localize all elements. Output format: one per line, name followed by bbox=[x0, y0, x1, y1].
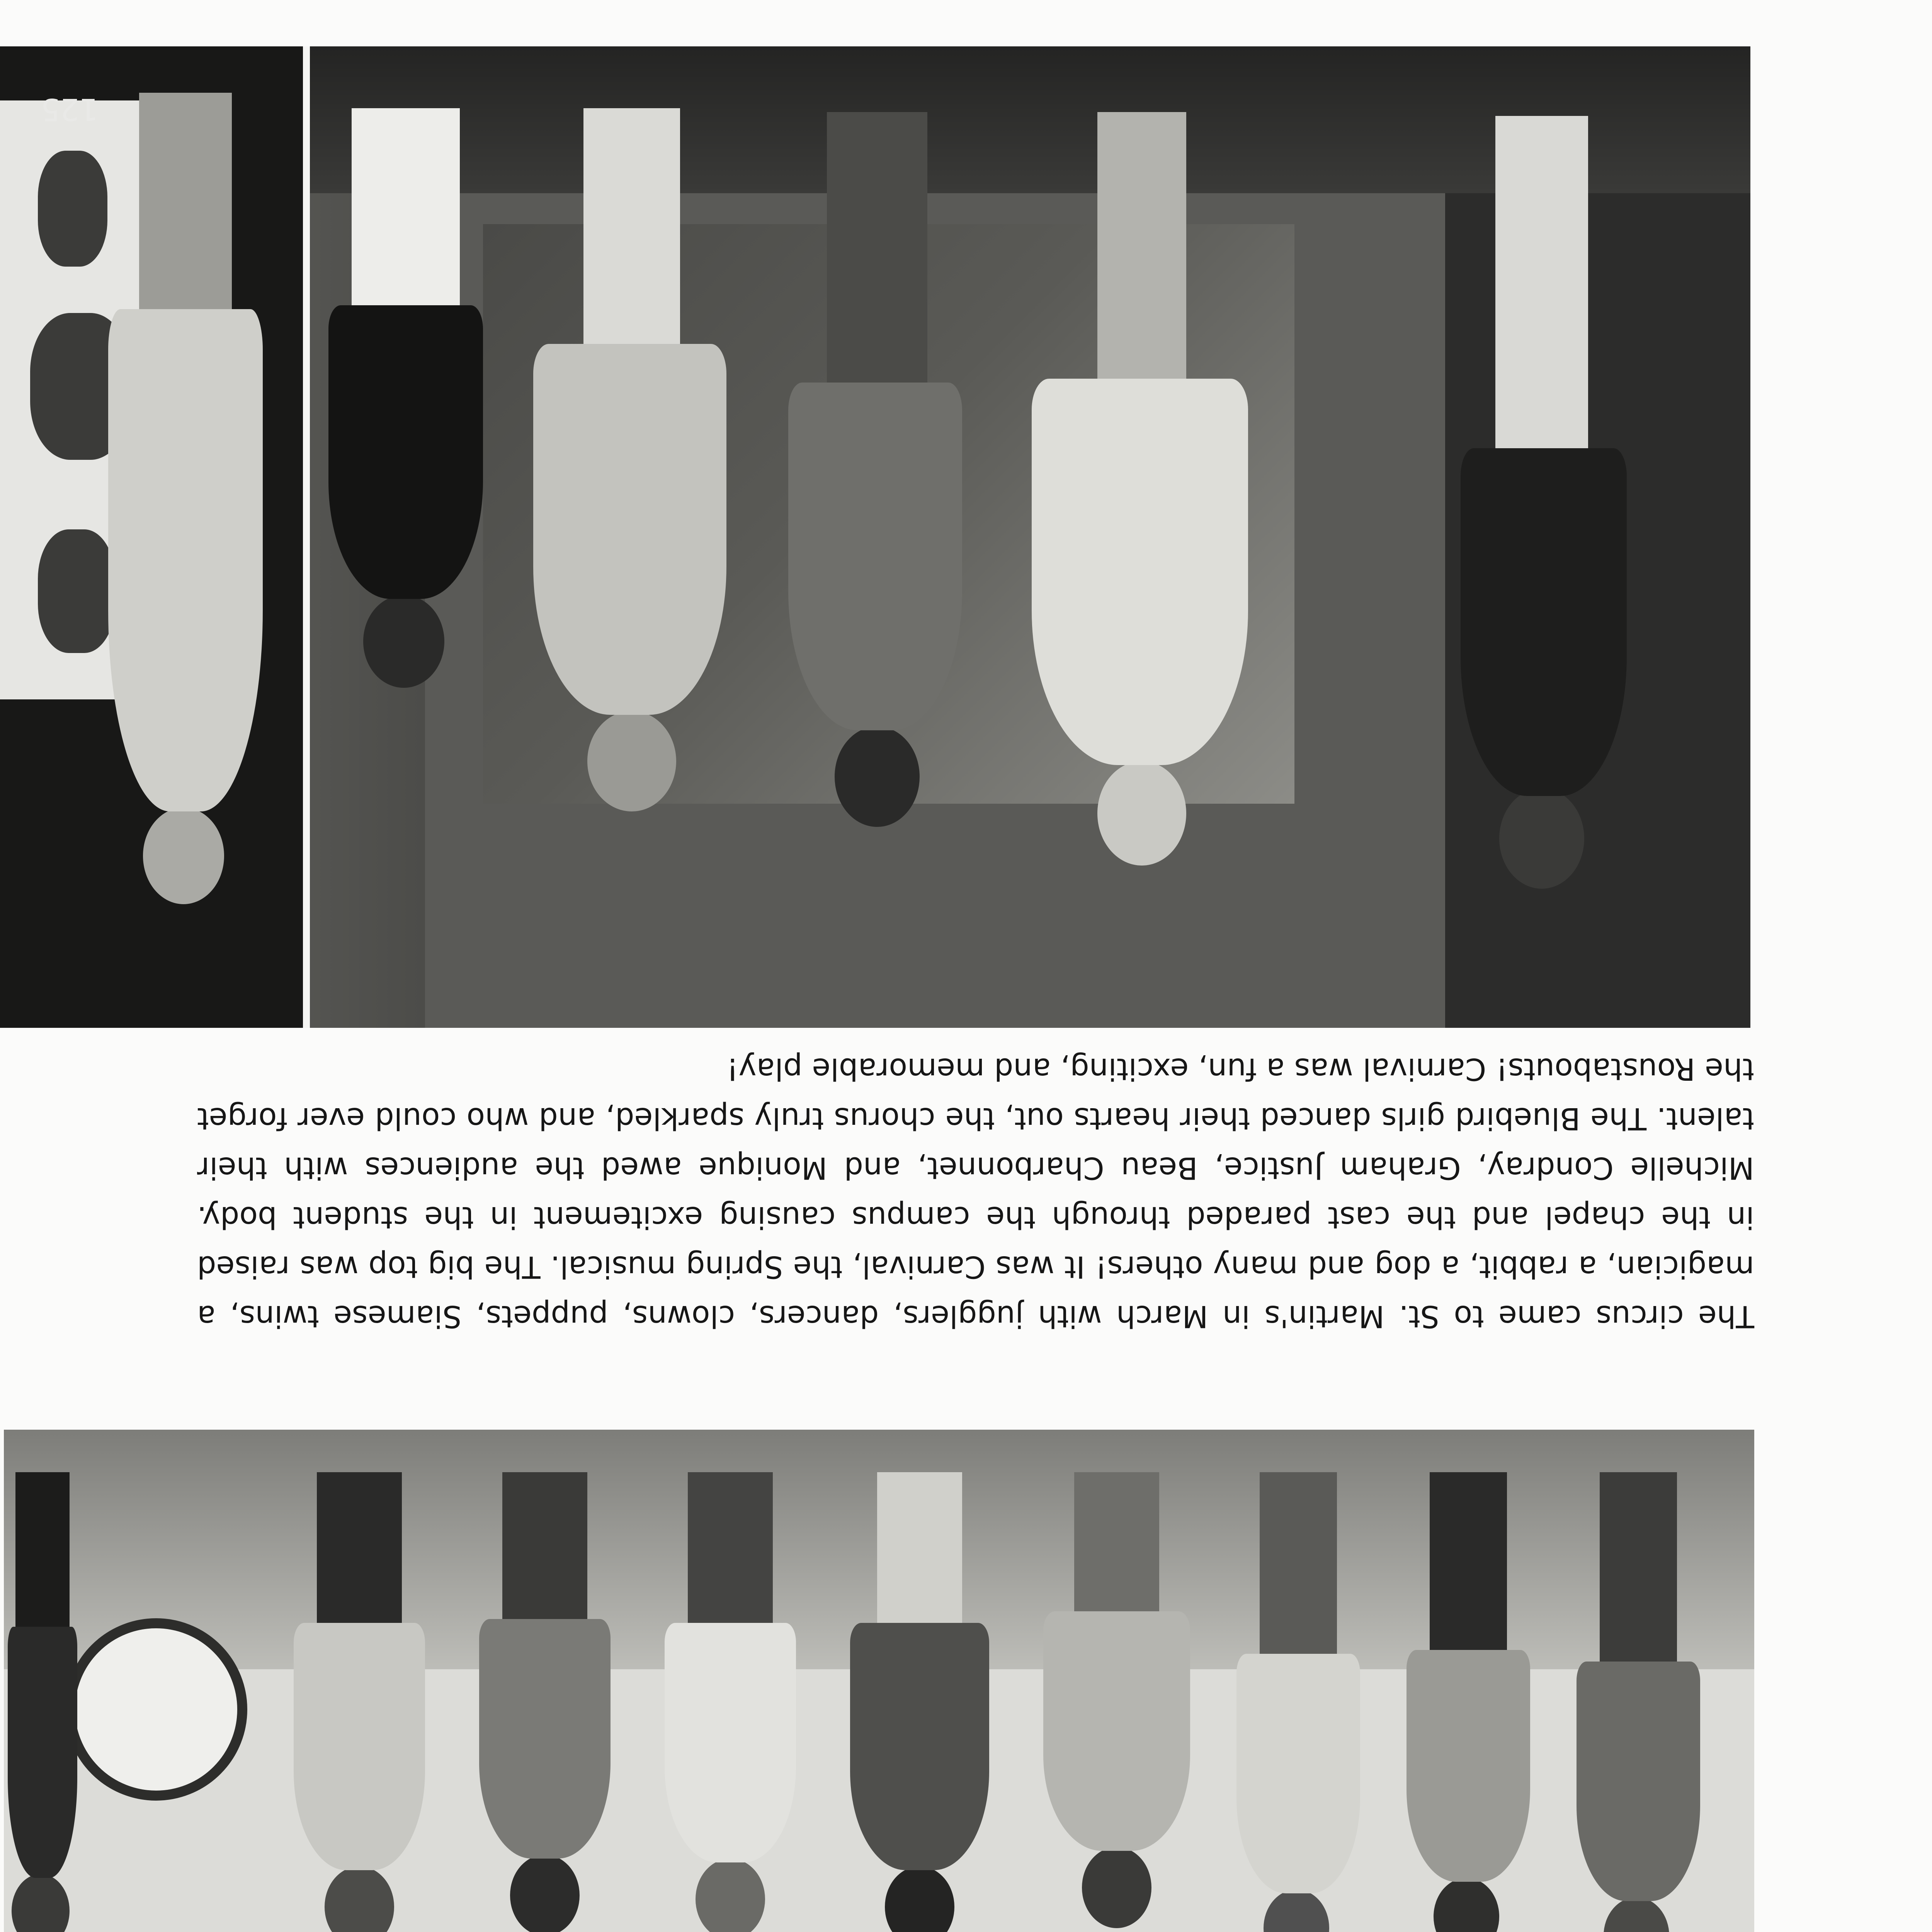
parade-participant bbox=[842, 1472, 997, 1932]
cast-member bbox=[1449, 116, 1642, 889]
cast-member bbox=[522, 108, 738, 811]
stage-cast-photo bbox=[0, 46, 1750, 1028]
photo-divider bbox=[303, 46, 310, 1028]
parade-participant bbox=[8, 1472, 77, 1932]
cast-member bbox=[1024, 112, 1264, 866]
parade-participant bbox=[1569, 1472, 1708, 1932]
parade-participant bbox=[1399, 1472, 1538, 1932]
caption-text: The circus came to St. Martin's in March with jugglers, dancers, clowns, puppets, Siamese twins, a magician, a rabbit, a dog and many others! It was Carnival, the Spring musical. The big top was raised in the chapel and the cast paraded through the campus causing excitement in the student body. Michelle Condray, Graham Justice, Beau Charbonnet, and Monique awed the audiences with their talent. The Bluebird girls danced their hearts out, the chorus truly sparkled, and who could ever forget the Roustabouts! Carnival was a fun, exciting, and memorable play! bbox=[197, 1051, 1754, 1333]
parade-participant bbox=[471, 1472, 618, 1932]
parade-participant bbox=[1229, 1472, 1368, 1932]
cast-member bbox=[104, 93, 267, 904]
parade-participant bbox=[1036, 1472, 1198, 1928]
parade-participant bbox=[657, 1472, 804, 1932]
outdoor-parade-photo bbox=[4, 1430, 1754, 1932]
bass-drum bbox=[65, 1618, 247, 1801]
cast-member bbox=[321, 108, 491, 688]
parade-participant bbox=[286, 1472, 433, 1932]
page-number: 125 bbox=[41, 92, 99, 126]
cast-member bbox=[777, 112, 978, 827]
